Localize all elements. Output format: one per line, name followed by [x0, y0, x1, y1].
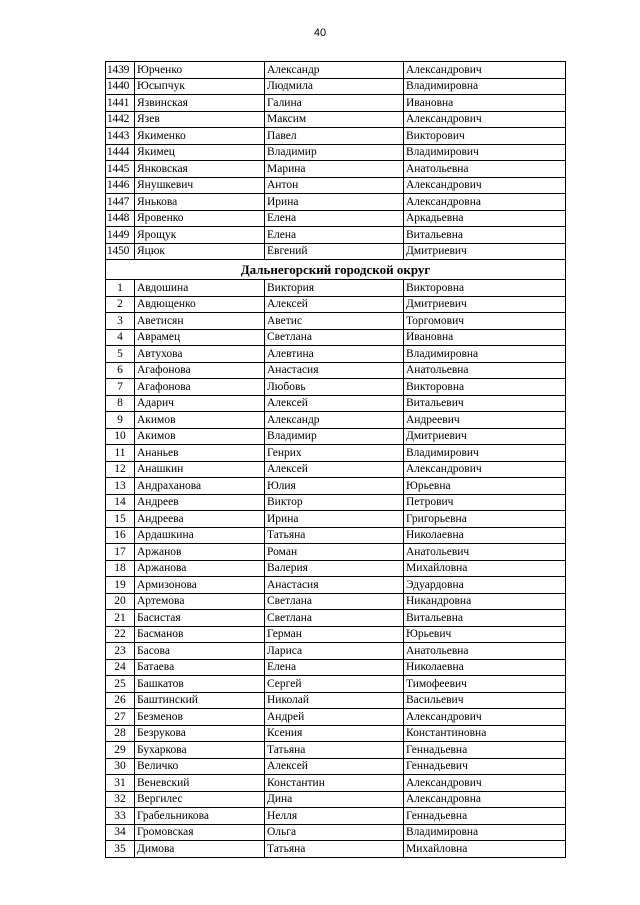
first-name-cell: Галина — [265, 95, 404, 112]
first-name-cell: Людмила — [265, 78, 404, 95]
patronymic-cell: Анатольевна — [404, 643, 566, 660]
patronymic-cell: Юрьевна — [404, 478, 566, 495]
surname-cell: Аржанов — [135, 544, 265, 561]
row-number-cell: 4 — [106, 329, 135, 346]
table-row — [106, 111, 566, 128]
surname-cell: Безменов — [135, 709, 265, 726]
patronymic-cell: Тимофеевич — [404, 676, 566, 693]
row-number-cell: 33 — [106, 808, 135, 825]
row-number-cell: 9 — [106, 412, 135, 429]
patronymic-cell: Александрович — [404, 461, 566, 478]
patronymic-cell: Аркадьевна — [404, 210, 566, 227]
patronymic-cell: Никандровна — [404, 593, 566, 610]
table-row — [106, 742, 566, 759]
first-name-cell: Алевтина — [265, 346, 404, 363]
patronymic-cell: Владимировна — [404, 824, 566, 841]
patronymic-cell: Викторович — [404, 128, 566, 145]
surname-cell: Авдошина — [135, 280, 265, 297]
surname-cell: Авдющенко — [135, 296, 265, 313]
surname-cell: Величко — [135, 758, 265, 775]
surname-cell: Аржанова — [135, 560, 265, 577]
row-number-cell: 1443 — [106, 128, 135, 145]
table-row — [106, 709, 566, 726]
surname-cell: Грабельникова — [135, 808, 265, 825]
roster-table — [105, 61, 566, 858]
row-number-cell: 7 — [106, 379, 135, 396]
row-number-cell: 19 — [106, 577, 135, 594]
table-row — [106, 395, 566, 412]
table-row — [106, 428, 566, 445]
row-number-cell: 1441 — [106, 95, 135, 112]
first-name-cell: Андрей — [265, 709, 404, 726]
surname-cell: Басистая — [135, 610, 265, 627]
table-row — [106, 560, 566, 577]
table-row — [106, 445, 566, 462]
table-row — [106, 824, 566, 841]
surname-cell: Юсыпчук — [135, 78, 265, 95]
row-number-cell: 1446 — [106, 177, 135, 194]
first-name-cell: Елена — [265, 210, 404, 227]
table-row — [106, 511, 566, 528]
table-row — [106, 95, 566, 112]
row-number-cell: 31 — [106, 775, 135, 792]
first-name-cell: Александр — [265, 412, 404, 429]
surname-cell: Агафонова — [135, 362, 265, 379]
first-name-cell: Светлана — [265, 610, 404, 627]
first-name-cell: Татьяна — [265, 841, 404, 858]
table-row — [106, 412, 566, 429]
row-number-cell: 1448 — [106, 210, 135, 227]
row-number-cell: 2 — [106, 296, 135, 313]
row-number-cell: 30 — [106, 758, 135, 775]
patronymic-cell: Витальевна — [404, 227, 566, 244]
first-name-cell: Лариса — [265, 643, 404, 660]
table-row — [106, 346, 566, 363]
surname-cell: Громовская — [135, 824, 265, 841]
first-name-cell: Ольга — [265, 824, 404, 841]
surname-cell: Армизонова — [135, 577, 265, 594]
first-name-cell: Ирина — [265, 511, 404, 528]
surname-cell: Баштинский — [135, 692, 265, 709]
table-row — [106, 461, 566, 478]
section-title: Дальнегорский городской округ — [106, 260, 566, 280]
row-number-cell: 1450 — [106, 243, 135, 260]
patronymic-cell: Ивановна — [404, 95, 566, 112]
row-number-cell: 20 — [106, 593, 135, 610]
row-number-cell: 5 — [106, 346, 135, 363]
table-row — [106, 593, 566, 610]
patronymic-cell: Викторовна — [404, 379, 566, 396]
first-name-cell: Алексей — [265, 758, 404, 775]
surname-cell: Басова — [135, 643, 265, 660]
table-row — [106, 210, 566, 227]
surname-cell: Ярощук — [135, 227, 265, 244]
table-row — [106, 362, 566, 379]
table-row — [106, 128, 566, 145]
row-number-cell: 11 — [106, 445, 135, 462]
surname-cell: Яцюк — [135, 243, 265, 260]
table-row — [106, 478, 566, 495]
surname-cell: Юрченко — [135, 62, 265, 79]
first-name-cell: Анастасия — [265, 577, 404, 594]
patronymic-cell: Васильевич — [404, 692, 566, 709]
first-name-cell: Светлана — [265, 329, 404, 346]
surname-cell: Андреев — [135, 494, 265, 511]
patronymic-cell: Геннадьевна — [404, 742, 566, 759]
patronymic-cell: Владимирович — [404, 445, 566, 462]
row-number-cell: 1439 — [106, 62, 135, 79]
patronymic-cell: Торгомович — [404, 313, 566, 330]
first-name-cell: Виктория — [265, 280, 404, 297]
table-row — [106, 243, 566, 260]
surname-cell: Якимец — [135, 144, 265, 161]
table-row — [106, 280, 566, 297]
surname-cell: Язев — [135, 111, 265, 128]
first-name-cell: Александр — [265, 62, 404, 79]
surname-cell: Ананьев — [135, 445, 265, 462]
row-number-cell: 13 — [106, 478, 135, 495]
table-row — [106, 659, 566, 676]
first-name-cell: Максим — [265, 111, 404, 128]
surname-cell: Янушкевич — [135, 177, 265, 194]
table-row — [106, 329, 566, 346]
patronymic-cell: Дмитриевич — [404, 428, 566, 445]
first-name-cell: Любовь — [265, 379, 404, 396]
table-row — [106, 161, 566, 178]
first-name-cell: Дина — [265, 791, 404, 808]
first-name-cell: Владимир — [265, 428, 404, 445]
surname-cell: Ардашкина — [135, 527, 265, 544]
patronymic-cell: Александрович — [404, 111, 566, 128]
surname-cell: Янькова — [135, 194, 265, 211]
surname-cell: Аврамец — [135, 329, 265, 346]
row-number-cell: 25 — [106, 676, 135, 693]
table-row — [106, 626, 566, 643]
first-name-cell: Валерия — [265, 560, 404, 577]
patronymic-cell: Григорьевна — [404, 511, 566, 528]
page-number: 40 — [313, 27, 327, 39]
row-number-cell: 3 — [106, 313, 135, 330]
patronymic-cell: Александрович — [404, 62, 566, 79]
patronymic-cell: Эдуардовна — [404, 577, 566, 594]
surname-cell: Бухаркова — [135, 742, 265, 759]
first-name-cell: Аветис — [265, 313, 404, 330]
row-number-cell: 1 — [106, 280, 135, 297]
roster-table-body — [106, 62, 566, 858]
table-row — [106, 610, 566, 627]
first-name-cell: Алексей — [265, 395, 404, 412]
table-row — [106, 62, 566, 79]
patronymic-cell: Геннадьевич — [404, 758, 566, 775]
table-row — [106, 791, 566, 808]
row-number-cell: 34 — [106, 824, 135, 841]
surname-cell: Адарич — [135, 395, 265, 412]
row-number-cell: 23 — [106, 643, 135, 660]
patronymic-cell: Михайловна — [404, 841, 566, 858]
table-row — [106, 227, 566, 244]
patronymic-cell: Дмитриевич — [404, 243, 566, 260]
surname-cell: Янковская — [135, 161, 265, 178]
first-name-cell: Павел — [265, 128, 404, 145]
row-number-cell: 32 — [106, 791, 135, 808]
first-name-cell: Нелля — [265, 808, 404, 825]
table-row — [106, 544, 566, 561]
patronymic-cell: Николаевна — [404, 527, 566, 544]
row-number-cell: 1440 — [106, 78, 135, 95]
row-number-cell: 17 — [106, 544, 135, 561]
table-row — [106, 527, 566, 544]
table-row — [106, 808, 566, 825]
first-name-cell: Герман — [265, 626, 404, 643]
first-name-cell: Владимир — [265, 144, 404, 161]
first-name-cell: Светлана — [265, 593, 404, 610]
first-name-cell: Генрих — [265, 445, 404, 462]
patronymic-cell: Петрович — [404, 494, 566, 511]
patronymic-cell: Андреевич — [404, 412, 566, 429]
row-number-cell: 26 — [106, 692, 135, 709]
row-number-cell: 28 — [106, 725, 135, 742]
first-name-cell: Евгений — [265, 243, 404, 260]
patronymic-cell: Константиновна — [404, 725, 566, 742]
surname-cell: Акимов — [135, 412, 265, 429]
patronymic-cell: Ивановна — [404, 329, 566, 346]
surname-cell: Вергилес — [135, 791, 265, 808]
table-row — [106, 725, 566, 742]
surname-cell: Андраханова — [135, 478, 265, 495]
patronymic-cell: Владимирович — [404, 144, 566, 161]
surname-cell: Андреева — [135, 511, 265, 528]
row-number-cell: 35 — [106, 841, 135, 858]
patronymic-cell: Владимировна — [404, 78, 566, 95]
table-row — [106, 78, 566, 95]
first-name-cell: Алексей — [265, 296, 404, 313]
surname-cell: Автухова — [135, 346, 265, 363]
surname-cell: Яровенко — [135, 210, 265, 227]
table-row — [106, 313, 566, 330]
section-header-row — [106, 260, 566, 280]
first-name-cell: Анастасия — [265, 362, 404, 379]
surname-cell: Агафонова — [135, 379, 265, 396]
row-number-cell: 1445 — [106, 161, 135, 178]
surname-cell: Башкатов — [135, 676, 265, 693]
surname-cell: Веневский — [135, 775, 265, 792]
first-name-cell: Алексей — [265, 461, 404, 478]
first-name-cell: Елена — [265, 659, 404, 676]
row-number-cell: 21 — [106, 610, 135, 627]
patronymic-cell: Анатольевич — [404, 544, 566, 561]
row-number-cell: 1447 — [106, 194, 135, 211]
table-row — [106, 144, 566, 161]
patronymic-cell: Александрович — [404, 177, 566, 194]
table-row — [106, 692, 566, 709]
surname-cell: Якименко — [135, 128, 265, 145]
table-row — [106, 296, 566, 313]
first-name-cell: Виктор — [265, 494, 404, 511]
surname-cell: Димова — [135, 841, 265, 858]
table-row — [106, 775, 566, 792]
surname-cell: Анашкин — [135, 461, 265, 478]
surname-cell: Аветисян — [135, 313, 265, 330]
first-name-cell: Роман — [265, 544, 404, 561]
row-number-cell: 8 — [106, 395, 135, 412]
table-row — [106, 194, 566, 211]
first-name-cell: Антон — [265, 177, 404, 194]
row-number-cell: 1442 — [106, 111, 135, 128]
table-row — [106, 577, 566, 594]
row-number-cell: 12 — [106, 461, 135, 478]
patronymic-cell: Александровна — [404, 194, 566, 211]
first-name-cell: Татьяна — [265, 742, 404, 759]
patronymic-cell: Витальевна — [404, 610, 566, 627]
surname-cell: Безрукова — [135, 725, 265, 742]
first-name-cell: Елена — [265, 227, 404, 244]
patronymic-cell: Михайловна — [404, 560, 566, 577]
patronymic-cell: Александрович — [404, 709, 566, 726]
row-number-cell: 27 — [106, 709, 135, 726]
table-row — [106, 177, 566, 194]
patronymic-cell: Анатольевна — [404, 362, 566, 379]
row-number-cell: 16 — [106, 527, 135, 544]
row-number-cell: 15 — [106, 511, 135, 528]
first-name-cell: Ксения — [265, 725, 404, 742]
row-number-cell: 24 — [106, 659, 135, 676]
patronymic-cell: Викторовна — [404, 280, 566, 297]
row-number-cell: 6 — [106, 362, 135, 379]
row-number-cell: 14 — [106, 494, 135, 511]
row-number-cell: 1449 — [106, 227, 135, 244]
first-name-cell: Константин — [265, 775, 404, 792]
table-row — [106, 841, 566, 858]
surname-cell: Батаева — [135, 659, 265, 676]
surname-cell: Артемова — [135, 593, 265, 610]
row-number-cell: 22 — [106, 626, 135, 643]
first-name-cell: Юлия — [265, 478, 404, 495]
first-name-cell: Николай — [265, 692, 404, 709]
patronymic-cell: Дмитриевич — [404, 296, 566, 313]
row-number-cell: 1444 — [106, 144, 135, 161]
first-name-cell: Ирина — [265, 194, 404, 211]
patronymic-cell: Александровна — [404, 791, 566, 808]
patronymic-cell: Владимировна — [404, 346, 566, 363]
row-number-cell: 29 — [106, 742, 135, 759]
row-number-cell: 10 — [106, 428, 135, 445]
table-row — [106, 643, 566, 660]
first-name-cell: Марина — [265, 161, 404, 178]
surname-cell: Язвинская — [135, 95, 265, 112]
patronymic-cell: Анатольевна — [404, 161, 566, 178]
patronymic-cell: Юрьевич — [404, 626, 566, 643]
table-row — [106, 379, 566, 396]
table-row — [106, 494, 566, 511]
row-number-cell: 18 — [106, 560, 135, 577]
first-name-cell: Сергей — [265, 676, 404, 693]
table-row — [106, 676, 566, 693]
table-row — [106, 758, 566, 775]
first-name-cell: Татьяна — [265, 527, 404, 544]
surname-cell: Басманов — [135, 626, 265, 643]
patronymic-cell: Александрович — [404, 775, 566, 792]
surname-cell: Акимов — [135, 428, 265, 445]
patronymic-cell: Геннадьевна — [404, 808, 566, 825]
patronymic-cell: Николаевна — [404, 659, 566, 676]
patronymic-cell: Витальевич — [404, 395, 566, 412]
